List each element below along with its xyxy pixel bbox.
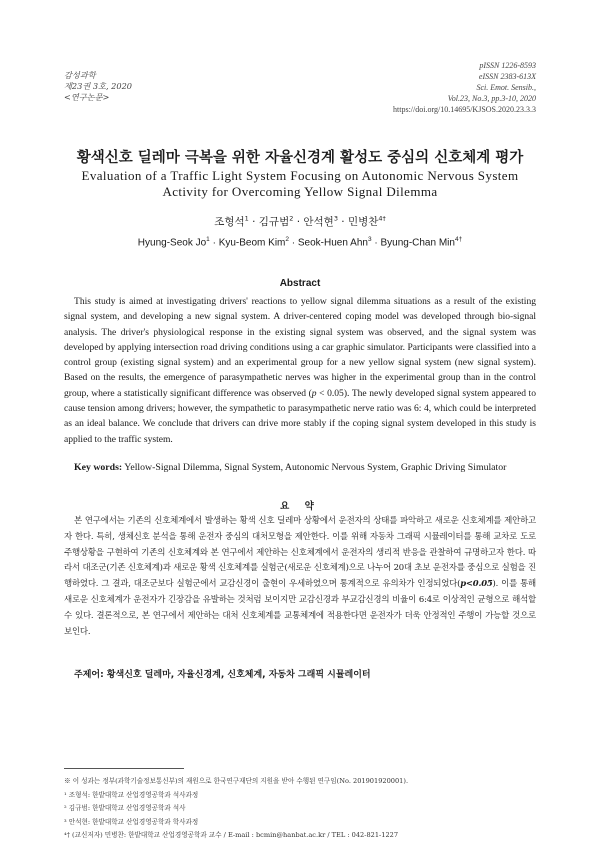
journal-name: 감성과학 xyxy=(64,70,96,80)
journal-volume: 제23권 3호, 2020 xyxy=(64,81,132,91)
footnote-funding: ※ 이 성과는 정부(과학기술정보통신부)의 재원으로 한국연구재단의 지원을 받아 수행된 연구임(No. 201901920001). xyxy=(64,777,409,785)
doi-link[interactable]: https://doi.org/10.14695/KJSOS.2020.23.3.3 xyxy=(393,105,536,114)
korean-abstract-heading: 요 약 xyxy=(280,501,320,512)
author-affil: 3 xyxy=(333,214,338,223)
author-ko: 조형석 xyxy=(214,216,245,228)
author-affil: 2 xyxy=(285,236,289,243)
keywords xyxy=(74,462,544,473)
article-type: <연구논문> xyxy=(64,92,110,102)
ko-abstract-p-value: p<0.05 xyxy=(460,578,493,589)
authors-english: Hyung-Seok $Jo^1$ · Kyu-Beom Kim$^2$ · Seok-Huen Ahn$^3$ · Byung-Chan Min$^{4\dagger}$ xyxy=(137,236,463,249)
abstract-body xyxy=(64,294,536,447)
title-english-line2: Activity for Overcoming Yellow Signal Dilemma xyxy=(162,184,438,199)
pissn: pISSN 1226-8593 xyxy=(479,61,536,70)
ko-abstract-text-b: ). 이를 통해 새로운 신호체계가 운전자가 긴장감을 유발하는 것처럼 보이지만 교감신경과 부교감신경의 비율이 6:4로 이상적인 균형으로 해석할 수 있다. 결론적으로, 본 연구에서 제안하는 대처 신호체계를 교통체계에 적용한다면 운전자가 더욱 안정적인 주행이 가능할 것으로 보인다. xyxy=(64,578,536,636)
title-korean: 황색신호 딜레마 극복을 위한 자율신경계 활성도 중심의 신호체계 평가 xyxy=(76,150,524,166)
author-affil: 4† xyxy=(454,236,463,243)
ko-abstract-text-a: 본 연구에서는 기존의 신호체계에서 발생하는 황색 신호 딜레마 상황에서 운전자의 상태를 파악하고 새로운 신호체계를 제안하고자 한다. 특히, 생체신호 분석을 통해 운전자 중심의 대처모형을 제안한다. 이를 위해 자동차 그래픽 시뮬레이터를 통해 교차로 도로 주행상황을 구현하여 기존의 신호체계와 본 연구에서 제안하는 신호체계에서 운전자의 생리적 반응을 관찰하여 규명하고자 한다. 따라서 대조군(기존 신호체계)과 새로운 황색 신호체계를 실험군(새로운 신호체계)으로 나누어 20대 초보 운전자를 중심으로 실험을 진행하였다. 그 결과, 대조군보다 실험군에서 교감신경이 출현이 우세하였으며 통계적으로 유의차가 인정되었다( xyxy=(64,515,536,589)
footnote-author1: ¹ 조형석: 한밭대학교 산업경영공학과 석사과정 xyxy=(64,790,199,799)
abstract-text-b: < 0.05). The newly developed signal system appeared to cause tension among drivers; however, the sympathetic to parasympathetic nerve ratio was 6: 4, which could be interpreted as an ideal balance. We conclude that drivers can drive more stably if the coping signal system developed in this study is applied to the traffic system. xyxy=(64,387,536,445)
author-affil: 2 xyxy=(289,214,294,223)
korean-keywords: 주제어: 황색신호 딜레마, 자율신경계, 신호체계, 자동차 그래픽 시뮬레이터 xyxy=(74,670,371,680)
footnote-author2: ² 김규범: 한밭대학교 산업경영공학과 석사 xyxy=(64,804,186,812)
keywords-text: Yellow-Signal Dilemma, Signal System, Autonomic Nervous System, Graphic Driving Simulator xyxy=(124,462,507,473)
abstract-p-symbol: p xyxy=(311,387,317,399)
title-english xyxy=(0,168,600,200)
author-ko: 김규범 xyxy=(258,216,290,228)
author-affil: 1 xyxy=(244,214,249,223)
volume-pages: Vol.23, No.3, pp.3-10, 2020 xyxy=(447,94,536,103)
author-en: Kyu-Beom Kim xyxy=(218,237,286,249)
abstract-heading: Abstract xyxy=(279,278,321,289)
footnotes xyxy=(64,775,408,843)
abstract-text-a: This study is aimed at investigating drivers' reactions to yellow signal dilemma situations as a result of the existing signal system, and developing a new signal system. A driver-centered coping model was developed through bio-signal analysis. The driver's physiological response in the existing signal system was observed, and the signal system was developed by applying intersection road driving conditions using a car graphic simulator. Participants were classified into a control group (existing signal system) and an experimental group for a new yellow signal system (new signal system). Based on the results, the emergence of parasympathetic nerves was higher in the experimental group than in the control group, where a statistically significant difference was observed ( xyxy=(64,296,536,399)
korean-abstract-body xyxy=(64,513,536,639)
footnote-divider xyxy=(64,768,184,769)
footnote-author3: ³ 안석현: 한밭대학교 산업경영공학과 학사과정 xyxy=(64,817,199,826)
author-ko: 안석현 xyxy=(303,216,334,228)
keywords-label: Key words: xyxy=(74,462,123,473)
title-english-line1: Evaluation of a Traffic Light System Focusing on Autonomic Nervous System xyxy=(81,168,519,183)
author-affil: 3 xyxy=(367,236,372,243)
author-affil: 1 xyxy=(206,236,210,243)
footnote-corresponding: ⁴† (교신저자) 민병찬: 한밭대학교 산업경영공학과 교수 / E-mail : bcmin@hanbat.ac.kr / TEL : 042-821-1227 xyxy=(64,831,399,839)
author-en: Hyung-Seok Jo xyxy=(137,237,207,249)
authors-korean: 조형석$^1$ · 김규범$^2$ · 안석현$^3$ · 민병찬$^{4\dagger}$ xyxy=(214,214,386,228)
author-affil: 4† xyxy=(378,214,386,223)
journal-info xyxy=(64,70,132,103)
author-en: Byung-Chan Min xyxy=(380,237,455,249)
journal-abbrev: Sci. Emot. Sensib., xyxy=(476,83,536,92)
author-ko: 민병찬 xyxy=(347,216,379,228)
issn-info xyxy=(393,60,536,115)
eissn: eISSN 2383-613X xyxy=(478,72,536,81)
author-en: Seok-Huen Ahn xyxy=(297,237,368,249)
